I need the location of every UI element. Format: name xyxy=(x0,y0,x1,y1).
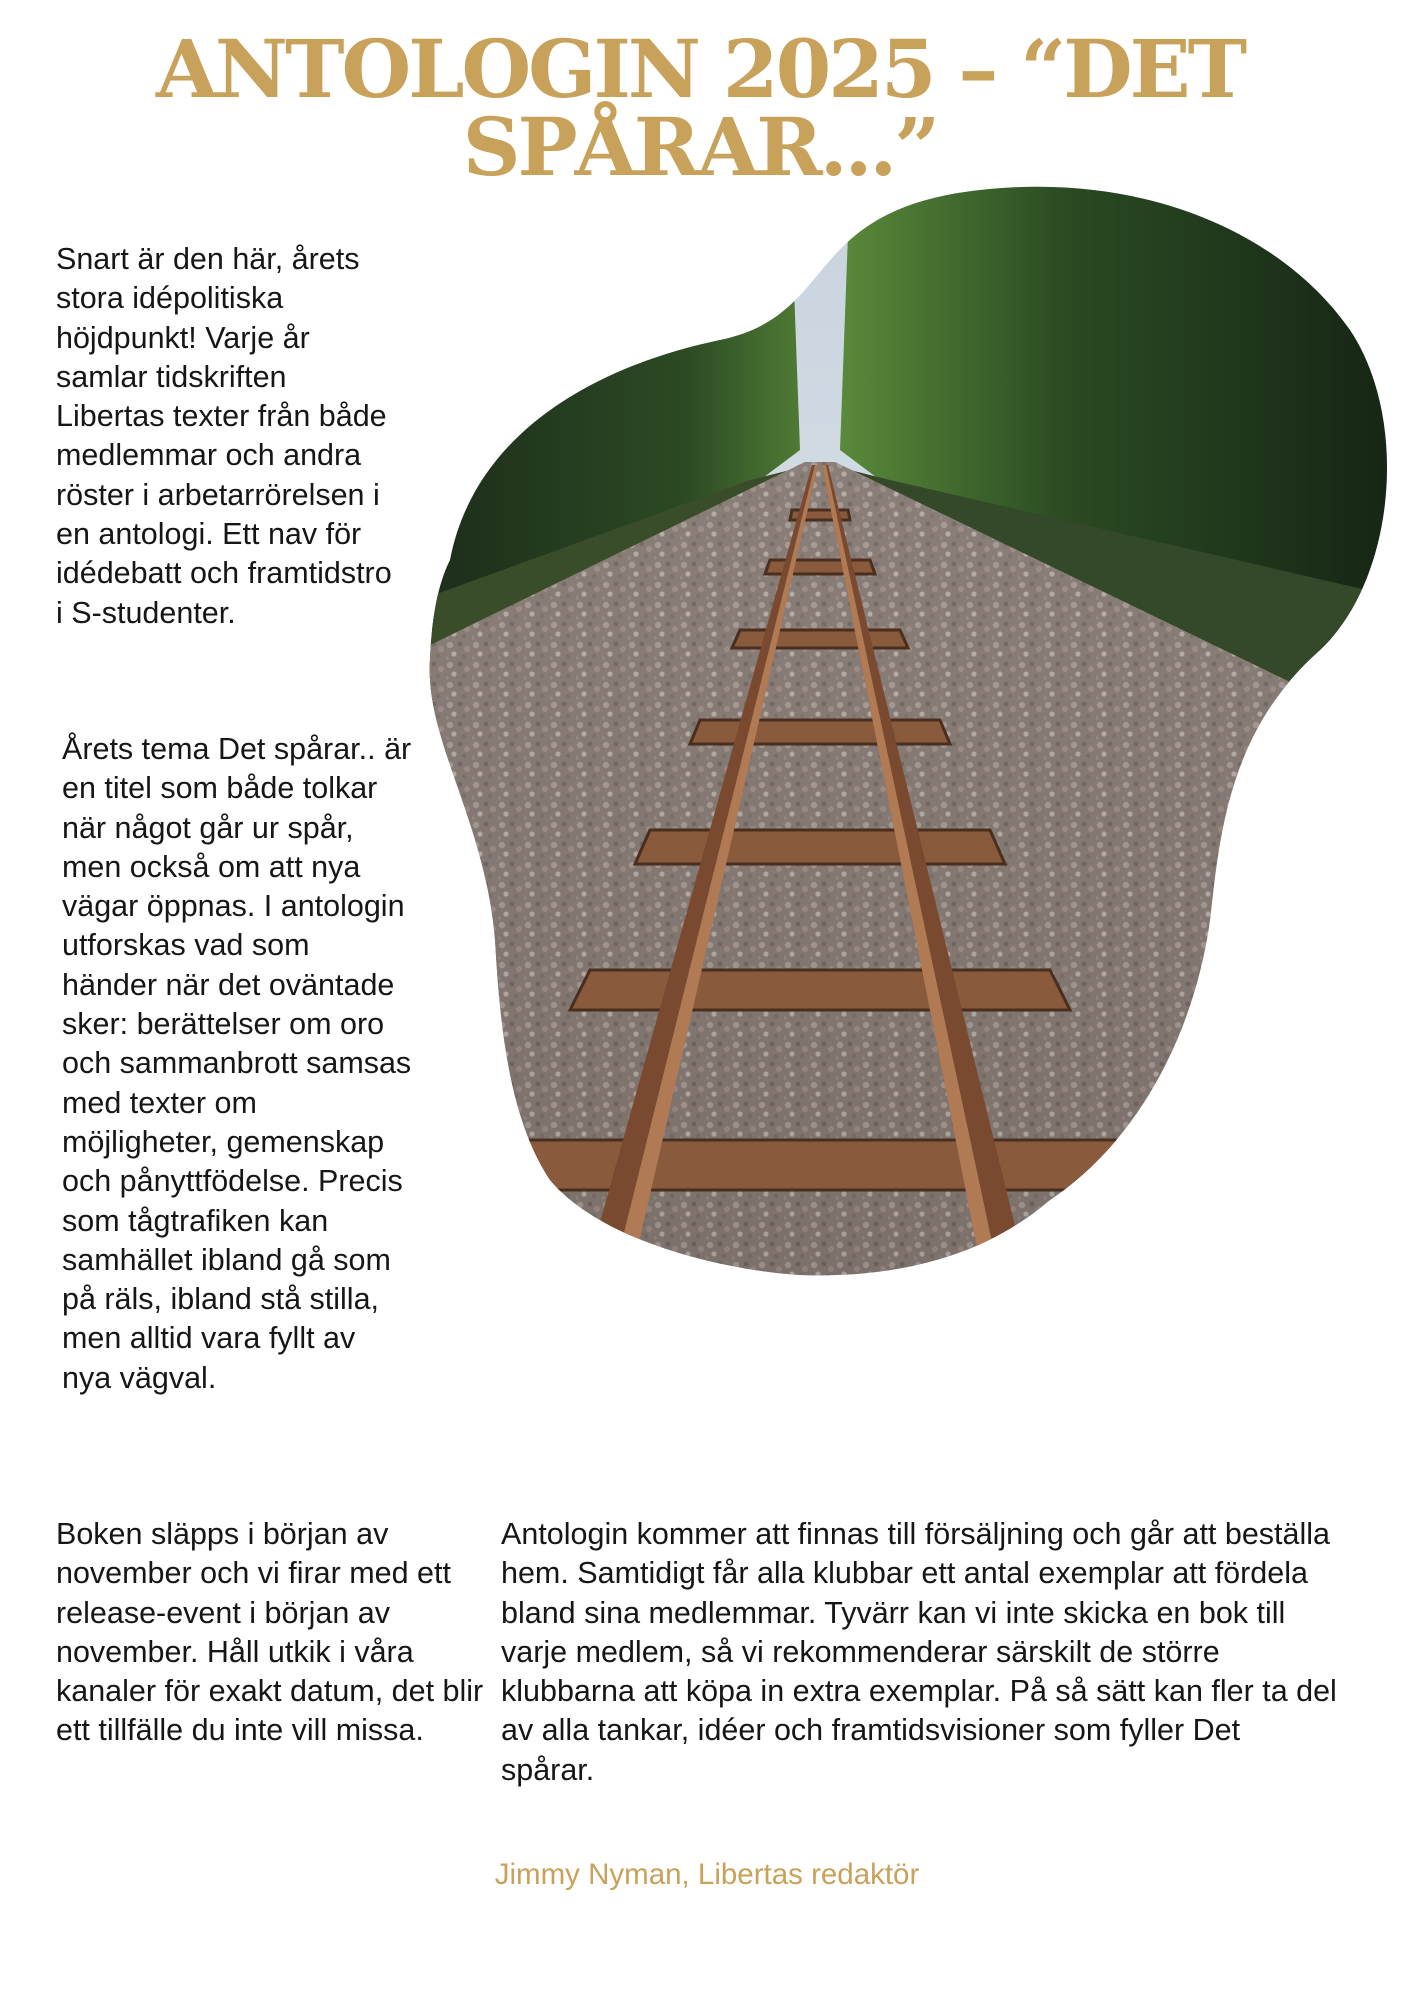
theme-paragraph: Årets tema Det spårar.. är en titel som både tolkar när något går ur spår, men också om att nya vägar öppnas. I antologin utforskas vad som händer när det oväntade sker: berättelser om oro och sammanbrott samsas med texter om möjligheter, gemenskap och pånyttfödelse. Precis som tågtrafiken kan samhället ibland gå som på räls, ibland stå stilla, men alltid vara fyllt av nya vägval. xyxy=(62,732,412,1395)
sales-paragraph: Antologin kommer att finnas till försäljning och går att beställa hem. Samtidigt får alla klubbar ett antal exemplar att fördela bland sina medlemmar. Tyvärr kan vi inte skicka en bok till varje medlem, så vi rekommenderar särskilt de större klubbarna att köpa in extra exemplar. På så sätt kan fler ta del av alla tankar, idéer och framtidsvisioner som fyller Det spårar. xyxy=(501,1517,1337,1787)
page-title xyxy=(100,22,1300,195)
author-signature: Jimmy Nyman, Libertas redaktör xyxy=(494,1858,920,1891)
page-title-line-1: ANTOLOGIN 2025 – “DET xyxy=(155,22,1245,116)
release-paragraph: Boken släpps i början av november och vi firar med ett release-event i början av november. Håll utkik i våra kanaler för exakt datum, det blir ett tillfälle du inte vill missa. xyxy=(56,1517,484,1748)
page-title-line-2: SPÅRAR...” xyxy=(462,100,938,195)
intro-paragraph: Snart är den här, årets stora idépolitiska höjdpunkt! Varje år samlar tidskriften Libertas texter från både medlemmar och andra röster i arbetarrörelsen i en antologi. Ett nav för idédebatt och framtidstro i S-studenter. xyxy=(56,242,392,630)
railway-photo xyxy=(420,180,1410,1490)
